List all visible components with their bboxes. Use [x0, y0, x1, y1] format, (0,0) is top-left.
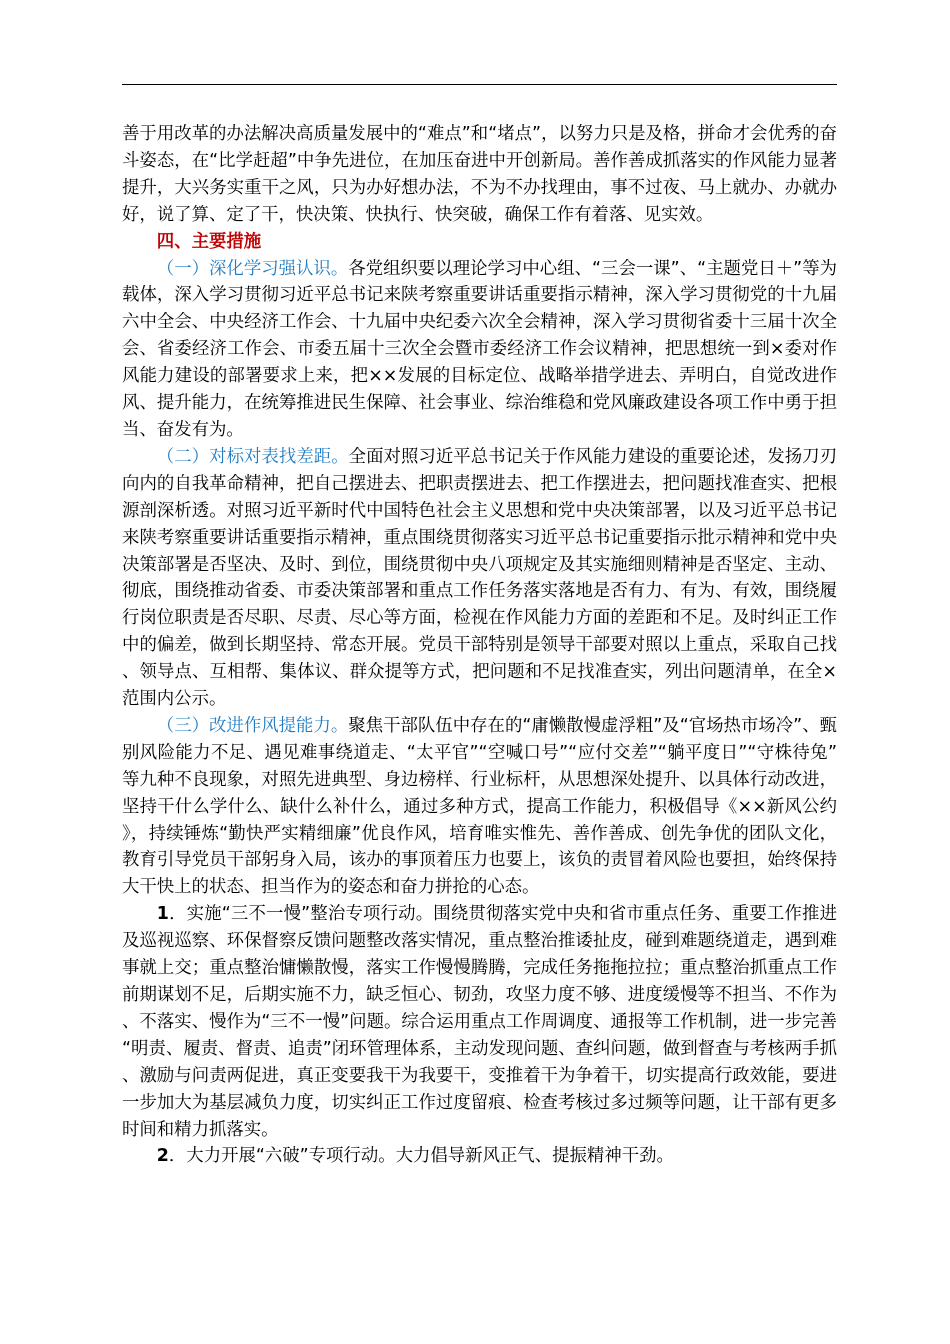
- action-body-2: 大力倡导新风正气、提振精神干劲。: [395, 1146, 674, 1167]
- intro-paragraph: 善于用改革的办法解决高质量发展中的“难点”和“堵点”，以努力只是及格，拼命才会优秀的奋斗姿态，在“比学赶超”中争先进位，在加压奋进中开创新局。善作善成抓落实的作风能力显著提升，大兴务实重干之风，只为办好想办法，不为不办找理由，事不过夜、马上就办、办就办好，说了算、定了干，快决策、快执行、快突破，确保工作有着落、见实效。: [122, 124, 837, 225]
- measure-paragraph-3: [122, 713, 837, 901]
- measure-body-3: 聚焦干部队伍中存在的“庸懒散慢虚浮粗”及“官场热市场冷”、甄别风险能力不足、遇见难事绕道走、“太平官”“空喊口号”“应付交差”“躺平度日”“守株待兔”等九种不良现象，对照先进典型、身边榜样、行业标杆，从思想深处提升、以具体行动改进，坚持干什么学什么、缺什么补什么，通过多种方式，提高工作能力，积极倡导《××新风公约》，持续锤炼“勤快严实精细廉”优良作风，培育唯实惟先、善作善成、创先争优的团队文化，教育引导党员干部躬身入局，该办的事顶着压力也要上，该负的责冒着风险也要担，始终保持大干快上的状态、担当作为的姿态和奋力拼抢的心态。: [122, 715, 837, 898]
- section-heading-wrapper: [122, 229, 837, 256]
- header-rule: [122, 84, 837, 85]
- action-paragraph-2: [122, 1143, 837, 1170]
- measure-heading-2: （二）对标对表找差距。: [156, 446, 349, 467]
- action-number-2: 2: [156, 1146, 169, 1167]
- action-number-1: 1: [156, 904, 169, 925]
- action-title-2: ．大力开展“六破”专项行动。: [168, 1146, 396, 1167]
- action-body-1: 围绕贯彻落实党中央和省市重点任务、重要工作推进及巡视巡察、环保督察反馈问题整改落实情况，重点整治推诿扯皮，碰到难题绕道走，遇到难事就上交；重点整治慵懒散慢，落实工作慢慢腾腾，完成任务拖拖拉拉；重点整治抓重点工作前期谋划不足，后期实施不力，缺乏恒心、韧劲，攻坚力度不够、进度缓慢等不担当、不作为、不落实、慢作为“三不一慢”问题。综合运用重点工作周调度、通报等工作机制，进一步完善“明责、履责、督责、追责”闭环管理体系，主动发现问题、查纠问题，做到督查与考核两手抓、激励与问责两促进，真正变要我干为我要干，变推着干为争着干，切实提高行政效能，要进一步加大为基层减负力度，切实纠正工作过度留痕、检查考核过多过频等问题，让干部有更多时间和精力抓落实。: [122, 904, 837, 1140]
- measure-heading-3: （三）改进作风提能力。: [156, 715, 349, 736]
- document-body: [122, 121, 837, 1170]
- measure-body-1: 各党组织要以理论学习中心组、“三会一课”、“主题党日＋”等为载体，深入学习贯彻习近平总书记来陕考察重要讲话重要指示精神，深入学习贯彻党的十九届六中全会、中央经济工作会、十九届中央纪委六次全会精神，深入学习贯彻省委十三届十次全会、省委经济工作会、市委五届十三次全会暨市委经济工作会议精神，把思想统一到×委对作风能力建设的部署要求上来，把××发展的目标定位、战略举措学进去、弄明白，自觉改进作风、提升能力，在统筹推进民生保障、社会事业、综治维稳和党风廉政建设各项工作中勇于担当、奋发有为。: [122, 258, 837, 440]
- section-heading: 四、主要措施: [156, 231, 262, 252]
- measure-paragraph-2: [122, 444, 837, 713]
- measure-paragraph-1: [122, 256, 837, 444]
- measure-body-2: 全面对照习近平总书记关于作风能力建设的重要论述，发扬刀刃向内的自我革命精神，把自己摆进去、把职责摆进去、把工作摆进去，把问题找准查实、把根源剖深析透。对照习近平新时代中国特色社会主义思想和党中央决策部署，以及习近平总书记来陕考察重要讲话重要指示精神，重点围绕贯彻落实习近平总书记重要指示批示精神和党中央决策部署是否坚决、及时、到位，围绕贯彻中央八项规定及其实施细则精神是否坚定、主动、彻底，围绕推动省委、市委决策部署和重点工作任务落实落地是否有力、有为、有效，围绕履行岗位职责是否尽职、尽责、尽心等方面，检视在作风能力方面的差距和不足。及时纠正工作中的偏差，做到长期坚持、常态开展。党员干部特别是领导干部要对照以上重点，采取自己找、领导点、互相帮、集体议、群众提等方式，把问题和不足找准查实，列出问题清单，在全×范围内公示。: [122, 446, 837, 710]
- action-paragraph-1: [122, 901, 837, 1143]
- measure-heading-1: （一）深化学习强认识。: [156, 258, 349, 279]
- action-title-1: ．实施“三不一慢”整治专项行动。: [168, 904, 434, 925]
